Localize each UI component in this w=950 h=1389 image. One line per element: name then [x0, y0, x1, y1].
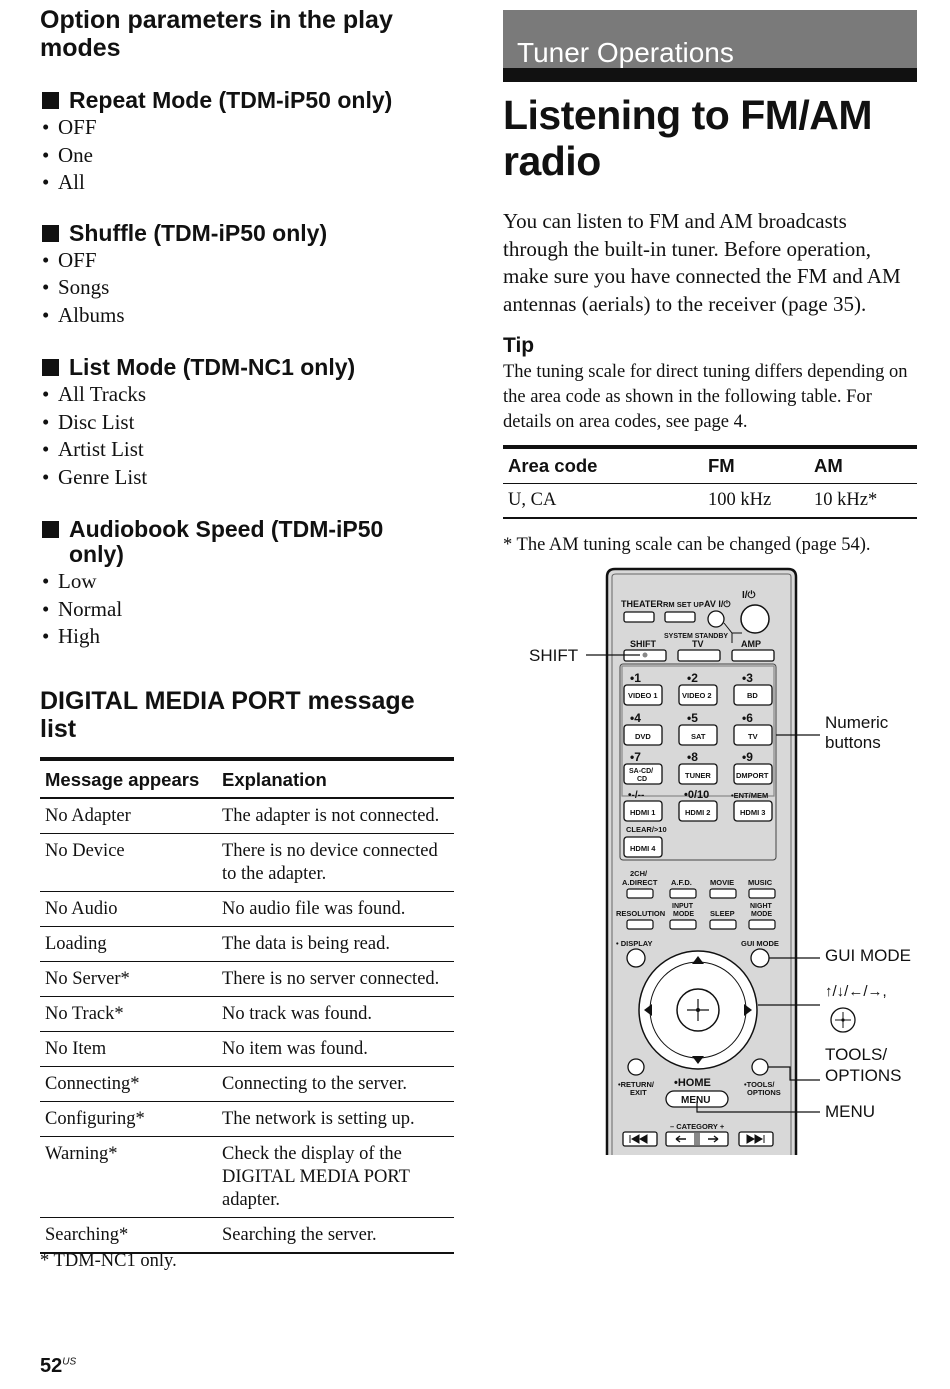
clear-label: CLEAR/>10	[626, 825, 667, 834]
power-label: I/⏻	[742, 590, 756, 601]
rm-setup-label: RM SET UP	[663, 600, 704, 609]
square-bullet-icon	[42, 92, 59, 109]
message-cell: No Item	[40, 1031, 217, 1066]
area-code-table	[503, 445, 917, 519]
table-header-row	[40, 759, 454, 798]
input-mode-label-1: INPUT	[672, 903, 693, 910]
message-cell: No Adapter	[40, 798, 217, 834]
sacd-label-2: CD	[637, 776, 648, 783]
page-number: $52^{US}$	[40, 1355, 77, 1377]
shuffle-section	[40, 221, 454, 330]
audiobook-speed-heading: Audiobook Speed (TDM-iP50 only)	[40, 517, 454, 567]
callout-gui-mode: GUI MODE	[825, 946, 911, 965]
list-item: • All Tracks	[42, 382, 147, 406]
audiobook-speed-section	[40, 517, 454, 651]
dash-label: •-/--	[628, 790, 645, 801]
table-header-row	[503, 447, 917, 484]
explanation-cell: No audio file was found.	[217, 891, 454, 926]
left-column	[40, 6, 454, 1254]
n5-label: •5	[687, 711, 698, 725]
square-bullet-icon	[42, 225, 59, 242]
dmport-label: DMPORT	[736, 771, 769, 780]
area-table-note: * The AM tuning scale can be changed (page 54).	[503, 535, 871, 555]
hdmi3-label: HDMI 3	[740, 808, 766, 817]
list-item: • Disc List	[42, 409, 135, 434]
sacd-label-1: SA-CD/	[629, 768, 654, 775]
tv-label: TV	[692, 639, 704, 649]
table-footnote: * TDM-NC1 only.	[40, 1251, 177, 1271]
hdmi2-label: HDMI 2	[685, 808, 711, 817]
table-row	[40, 1217, 454, 1253]
message-cell: Connecting*	[40, 1066, 217, 1101]
table-row	[40, 1101, 454, 1136]
list-item: • Albums	[42, 302, 125, 327]
callout-numeric-2: buttons	[825, 733, 881, 752]
message-cell: Loading	[40, 926, 217, 961]
shift-label: SHIFT	[630, 639, 656, 649]
table-row	[40, 961, 454, 996]
sat-label: SAT	[691, 732, 706, 741]
list-item: • Low	[42, 569, 97, 593]
night-mode-label-2: MODE	[751, 911, 772, 918]
section-title-option-parameters: Option parameters in the play modes	[40, 6, 393, 62]
table-row	[40, 996, 454, 1031]
explanation-cell: The data is being read.	[217, 926, 454, 961]
message-cell: Warning*	[40, 1136, 217, 1217]
callout-numeric-1: Numeric	[825, 713, 889, 732]
tools-label-1: •TOOLS/	[744, 1080, 775, 1089]
explanation-cell: Check the display of the DIGITAL MEDIA PORT adapter.	[217, 1136, 454, 1217]
music-label: MUSIC	[748, 878, 773, 887]
n0-label: •0/10	[684, 789, 710, 801]
column-header: AM	[809, 447, 917, 484]
tip-paragraph: The tuning scale for direct tuning differs depending on the area code as shown in the following table. For details on area codes, see page 4.	[503, 362, 908, 432]
list-mode-section	[40, 355, 454, 491]
return-label-1: •RETURN/	[618, 1080, 654, 1089]
column-header: FM	[703, 447, 809, 484]
message-table	[40, 757, 454, 1254]
table-row	[503, 484, 917, 519]
n2-label: •2	[687, 671, 698, 685]
table-cell: U, CA	[503, 484, 703, 519]
square-bullet-icon	[42, 359, 59, 376]
gui-mode-label: GUI MODE	[741, 939, 779, 948]
n8-label: •8	[687, 750, 698, 764]
callout-arrows: ↑/↓/←/→,	[825, 983, 887, 1000]
explanation-cell: There is no server connected.	[217, 961, 454, 996]
movie-label: MOVIE	[710, 878, 735, 887]
column-header: Message appears	[40, 759, 217, 798]
n1-label: •1	[630, 671, 641, 685]
home-label: •HOME	[674, 1077, 711, 1089]
list-item: • OFF	[42, 115, 97, 139]
column-header: Area code	[503, 447, 703, 484]
table-row	[40, 798, 454, 834]
table-row	[40, 1136, 454, 1217]
list-mode-list	[40, 381, 454, 491]
message-cell: No Device	[40, 833, 217, 891]
message-cell: Searching*	[40, 1217, 217, 1253]
hdmi1-label: HDMI 1	[630, 808, 656, 817]
callout-shift: SHIFT	[529, 646, 579, 665]
av-power-label: AV I/⏻	[704, 599, 731, 609]
explanation-cell: No item was found.	[217, 1031, 454, 1066]
video1-label: VIDEO 1	[628, 691, 658, 700]
callout-tools-2: OPTIONS	[825, 1066, 902, 1085]
list-item: • Artist List	[42, 437, 144, 461]
repeat-mode-heading: Repeat Mode (TDM-iP50 only)	[40, 88, 454, 113]
column-header: Explanation	[217, 759, 454, 798]
list-item: • Songs	[42, 275, 110, 299]
shuffle-heading: Shuffle (TDM-iP50 only)	[40, 221, 454, 246]
audiobook-speed-list	[40, 568, 454, 651]
explanation-cell: The network is setting up.	[217, 1101, 454, 1136]
explanation-cell: The adapter is not connected.	[217, 798, 454, 834]
2ch-label-1: 2CH/	[630, 869, 648, 878]
callout-menu: MENU	[825, 1102, 876, 1121]
explanation-cell: There is no device connected to the adapter.	[217, 833, 454, 891]
remote-illustration	[520, 565, 920, 1155]
n6-label: •6	[742, 711, 753, 725]
right-column	[503, 10, 917, 556]
ent-mem-label: •ENT/MEM	[731, 791, 769, 800]
chapter-banner: Tuner Operations	[503, 10, 917, 82]
page-title: Listening to FM/AM radio	[503, 92, 873, 184]
menu-label: MENU	[681, 1095, 711, 1106]
callout-tools-1: TOOLS/	[825, 1045, 888, 1064]
message-cell: Configuring*	[40, 1101, 217, 1136]
n7-label: •7	[630, 750, 641, 764]
repeat-mode-list	[40, 114, 454, 197]
night-mode-label-1: NIGHT	[750, 903, 772, 910]
list-item: • Genre List	[42, 464, 148, 489]
message-cell: No Audio	[40, 891, 217, 926]
tv-button-label: TV	[748, 732, 758, 741]
dvd-label: DVD	[635, 732, 651, 741]
message-cell: No Track*	[40, 996, 217, 1031]
list-item: • One	[42, 142, 93, 167]
video2-label: VIDEO 2	[682, 691, 712, 700]
return-label-2: EXIT	[630, 1088, 647, 1097]
list-item: • Normal	[42, 596, 123, 621]
n3-label: •3	[742, 671, 753, 685]
intro-paragraph: You can listen to FM and AM broadcasts through the built-in tuner. Before operation, make sure you have connected the FM and AM antennas (aerials) to the receiver (page 35).	[503, 209, 901, 316]
afd-label: A.F.D.	[671, 878, 692, 887]
list-mode-heading: List Mode (TDM-NC1 only)	[40, 355, 454, 380]
tip-heading: Tip	[503, 334, 535, 357]
category-label: – CATEGORY +	[670, 1122, 725, 1131]
table-row	[40, 1031, 454, 1066]
n9-label: •9	[742, 750, 753, 764]
display-label: • DISPLAY	[616, 939, 653, 948]
system-standby-label: SYSTEM STANDBY	[664, 633, 729, 640]
message-list-title: DIGITAL MEDIA PORT message list	[40, 686, 415, 743]
explanation-cell: Searching the server.	[217, 1217, 454, 1253]
list-item: • OFF	[42, 247, 97, 272]
hdmi4-label: HDMI 4	[630, 844, 656, 853]
2ch-label-2: A.DIRECT	[622, 878, 658, 887]
table-row	[40, 891, 454, 926]
tools-label-2: OPTIONS	[747, 1088, 781, 1097]
amp-label: AMP	[741, 639, 761, 649]
explanation-cell: No track was found.	[217, 996, 454, 1031]
table-cell: 10 kHz*	[809, 484, 917, 519]
theater-label: THEATER	[621, 599, 663, 609]
message-cell: No Server*	[40, 961, 217, 996]
table-row	[40, 1066, 454, 1101]
list-item: • All	[42, 170, 85, 194]
table-row	[40, 926, 454, 961]
tuner-label: TUNER	[685, 771, 711, 780]
input-mode-label-2: MODE	[673, 911, 694, 918]
resolution-label: RESOLUTION	[616, 909, 666, 918]
list-item: • High	[42, 624, 100, 648]
square-bullet-icon	[42, 521, 59, 538]
table-cell: 100 kHz	[703, 484, 809, 519]
message-table-body	[40, 798, 454, 1253]
n4-label: •4	[630, 711, 641, 725]
explanation-cell: Connecting to the server.	[217, 1066, 454, 1101]
sleep-label: SLEEP	[710, 909, 735, 918]
table-row	[40, 833, 454, 891]
bd-label: BD	[747, 691, 758, 700]
repeat-mode-section	[40, 88, 454, 197]
shuffle-list	[40, 247, 454, 330]
